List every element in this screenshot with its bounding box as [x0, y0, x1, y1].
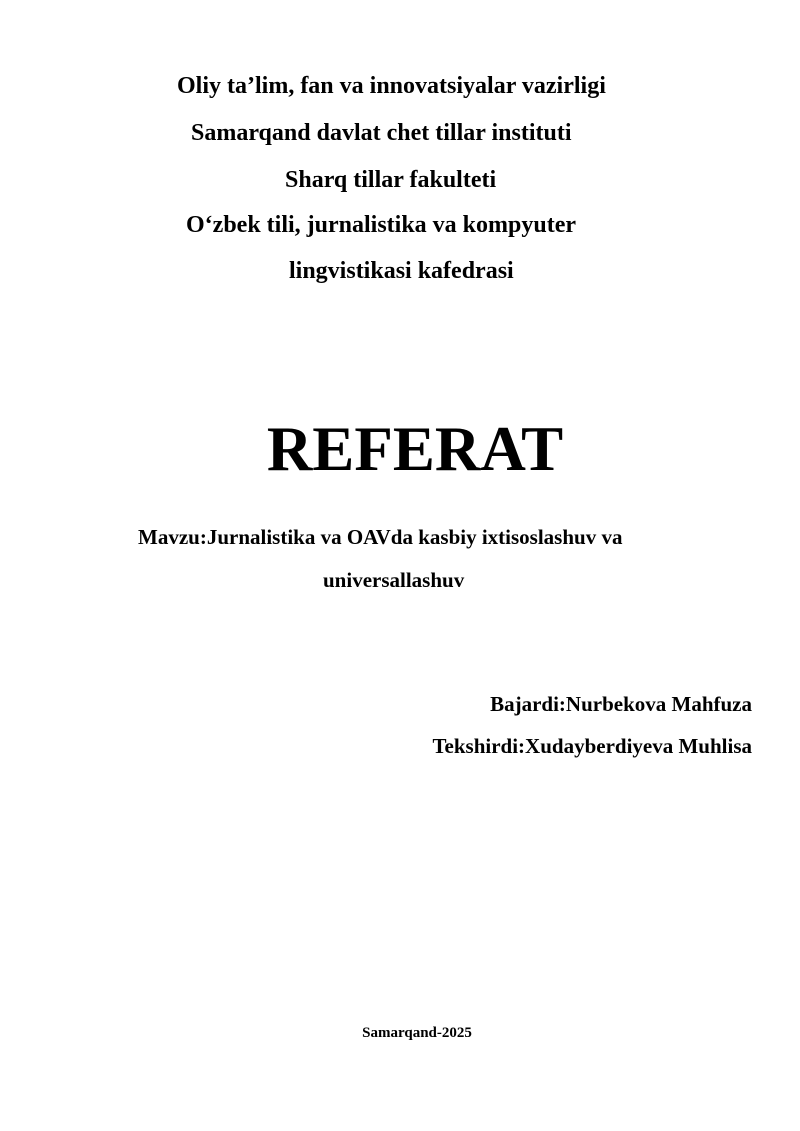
department-name-line1: O‘zbek tili, jurnalistika va kompyuter — [186, 212, 577, 238]
department-name-line2: lingvistikasi kafedrasi — [289, 258, 514, 284]
checked-by: Tekshirdi:Xudayberdiyeva Muhlisa — [432, 734, 752, 758]
performed-by: Bajardi:Nurbekova Mahfuza — [490, 692, 752, 716]
ministry-name: Oliy ta’lim, fan va innovatsiyalar vazirligi — [177, 73, 606, 99]
document-title: REFERAT — [266, 414, 564, 484]
topic-line2: universallashuv — [323, 568, 465, 592]
city-year-footer: Samarqand-2025 — [362, 1025, 472, 1041]
institute-name: Samarqand davlat chet tillar instituti — [191, 120, 572, 146]
topic-line1: Mavzu:Jurnalistika va OAVda kasbiy ixtisoslashuv va — [138, 525, 623, 549]
faculty-name: Sharq tillar fakulteti — [285, 167, 497, 193]
